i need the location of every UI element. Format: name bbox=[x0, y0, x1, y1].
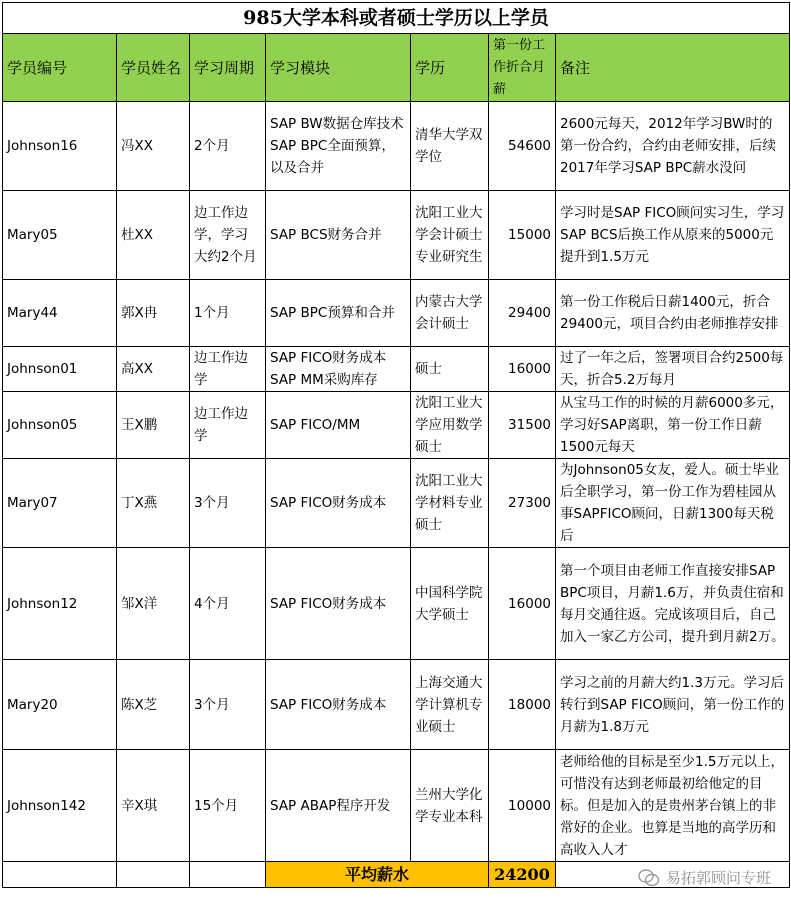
cell-module: SAP FICO财务成本 SAP MM采购库存 bbox=[266, 347, 411, 392]
cell-student-name: 陈X芝 bbox=[117, 660, 190, 750]
cell-module: SAP FICO/MM bbox=[266, 392, 411, 459]
cell-student-name: 杜XX bbox=[117, 191, 190, 280]
cell-study-period: 3个月 bbox=[190, 660, 266, 750]
table-title: 985大学本科或者硕士学历以上学员 bbox=[3, 3, 790, 34]
cell-student-id: Johnson05 bbox=[3, 392, 117, 459]
header-student-name: 学员姓名 bbox=[117, 34, 190, 102]
cell-study-period: 边工作边学 bbox=[190, 392, 266, 459]
watermark bbox=[638, 867, 771, 888]
cell-study-period: 2个月 bbox=[190, 102, 266, 191]
cell-salary: 27300 bbox=[489, 459, 556, 548]
cell-education: 清华大学双学位 bbox=[411, 102, 489, 191]
cell-study-period: 4个月 bbox=[190, 548, 266, 660]
cell-student-name: 辛X琪 bbox=[117, 750, 190, 862]
cell-student-id: Mary44 bbox=[3, 280, 117, 347]
table-row bbox=[3, 191, 790, 280]
cell-note: 过了一年之后，签署项目合约2500每天，折合5.2万每月 bbox=[556, 347, 790, 392]
cell-student-name: 高XX bbox=[117, 347, 190, 392]
header-education: 学历 bbox=[411, 34, 489, 102]
table-row bbox=[3, 392, 790, 459]
cell-note: 学习之前的月薪大约1.3万元。学习后转行到SAP FICO顾问，第一份工作的月薪为1.8万元 bbox=[556, 660, 790, 750]
cell-module: SAP FICO财务成本 bbox=[266, 459, 411, 548]
cell-salary: 18000 bbox=[489, 660, 556, 750]
cell-study-period: 1个月 bbox=[190, 280, 266, 347]
header-module: 学习模块 bbox=[266, 34, 411, 102]
cell-note: 学习时是SAP FICO顾问实习生，学习SAP BCS后换工作从原来的5000元提升到1.5万元 bbox=[556, 191, 790, 280]
cell-student-id: Mary07 bbox=[3, 459, 117, 548]
cell-study-period: 边工作边学，学习大约2个月 bbox=[190, 191, 266, 280]
student-table bbox=[2, 2, 790, 888]
table-row bbox=[3, 459, 790, 548]
cell-education: 沈阳工业大学材料专业硕士 bbox=[411, 459, 489, 548]
table-row bbox=[3, 548, 790, 660]
table-row bbox=[3, 280, 790, 347]
cell-student-id: Johnson142 bbox=[3, 750, 117, 862]
cell-note: 从宝马工作的时候的月薪6000多元，学习好SAP离职，第一份工作日薪1500元每天 bbox=[556, 392, 790, 459]
cell-student-name: 丁X燕 bbox=[117, 459, 190, 548]
cell-education: 沈阳工业大学应用数学硕士 bbox=[411, 392, 489, 459]
average-salary-value: 24200 bbox=[489, 862, 556, 888]
wechat-icon bbox=[638, 869, 660, 887]
cell-study-period: 边工作边学 bbox=[190, 347, 266, 392]
cell-note: 第一个项目由老师工作直接安排SAP BPC项目，月薪1.6万，并负责住宿和每月交通往返。完成该项目后，自己加入一家乙方公司，提升到月薪2万。 bbox=[556, 548, 790, 660]
cell-module: SAP BCS财务合并 bbox=[266, 191, 411, 280]
cell-student-id: Johnson16 bbox=[3, 102, 117, 191]
watermark-text: 易拓郭顾问专班 bbox=[665, 869, 771, 887]
cell-student-id: Mary20 bbox=[3, 660, 117, 750]
cell-education: 硕士 bbox=[411, 347, 489, 392]
cell-module: SAP ABAP程序开发 bbox=[266, 750, 411, 862]
average-salary-label: 平均薪水 bbox=[266, 862, 489, 888]
cell-note: 第一份工作税后日薪1400元，折合29400元，项目合约由老师推荐安排 bbox=[556, 280, 790, 347]
cell-note: 2600元每天，2012年学习BW时的第一份合约，合约由老师安排，后续2017年学习SAP BPC薪水没问 bbox=[556, 102, 790, 191]
cell-education: 上海交通大学计算机专业硕士 bbox=[411, 660, 489, 750]
table-row bbox=[3, 750, 790, 862]
cell-student-name: 冯XX bbox=[117, 102, 190, 191]
cell-education: 沈阳工业大学会计硕士专业研究生 bbox=[411, 191, 489, 280]
cell-student-id: Johnson12 bbox=[3, 548, 117, 660]
cell-education: 兰州大学化学专业本科 bbox=[411, 750, 489, 862]
cell-study-period: 15个月 bbox=[190, 750, 266, 862]
cell-student-name: 王X鹏 bbox=[117, 392, 190, 459]
cell-education: 内蒙古大学会计硕士 bbox=[411, 280, 489, 347]
cell-salary: 16000 bbox=[489, 548, 556, 660]
cell-module: SAP BW数据仓库技术 SAP BPC全面预算，以及合并 bbox=[266, 102, 411, 191]
cell-student-id: Mary05 bbox=[3, 191, 117, 280]
cell-salary: 10000 bbox=[489, 750, 556, 862]
cell-salary: 29400 bbox=[489, 280, 556, 347]
table-row bbox=[3, 347, 790, 392]
header-first-salary: 第一份工作折合月薪 bbox=[489, 34, 556, 102]
table-row bbox=[3, 102, 790, 191]
cell-note: 为Johnson05女友，爱人。硕士毕业后全职学习，第一份工作为碧桂园从事SAPFICO顾问，日薪1300每天税后 bbox=[556, 459, 790, 548]
cell-student-name: 邹X洋 bbox=[117, 548, 190, 660]
header-student-id: 学员编号 bbox=[3, 34, 117, 102]
blank-cell bbox=[3, 862, 117, 888]
cell-study-period: 3个月 bbox=[190, 459, 266, 548]
cell-salary: 54600 bbox=[489, 102, 556, 191]
header-note: 备注 bbox=[556, 34, 790, 102]
cell-module: SAP FICO财务成本 bbox=[266, 660, 411, 750]
table-row bbox=[3, 660, 790, 750]
cell-salary: 31500 bbox=[489, 392, 556, 459]
cell-module: SAP FICO财务成本 bbox=[266, 548, 411, 660]
cell-salary: 16000 bbox=[489, 347, 556, 392]
blank-cell bbox=[117, 862, 190, 888]
header-study-period: 学习周期 bbox=[190, 34, 266, 102]
cell-student-id: Johnson01 bbox=[3, 347, 117, 392]
cell-education: 中国科学院大学硕士 bbox=[411, 548, 489, 660]
blank-cell bbox=[190, 862, 266, 888]
cell-module: SAP BPC预算和合并 bbox=[266, 280, 411, 347]
cell-note: 老师给他的目标是至少1.5万元以上，可惜没有达到老师最初给他定的目标。但是加入的是贵州茅台镇上的非常好的企业。也算是当地的高学历和高收入人才 bbox=[556, 750, 790, 862]
cell-salary: 15000 bbox=[489, 191, 556, 280]
cell-student-name: 郭X冉 bbox=[117, 280, 190, 347]
